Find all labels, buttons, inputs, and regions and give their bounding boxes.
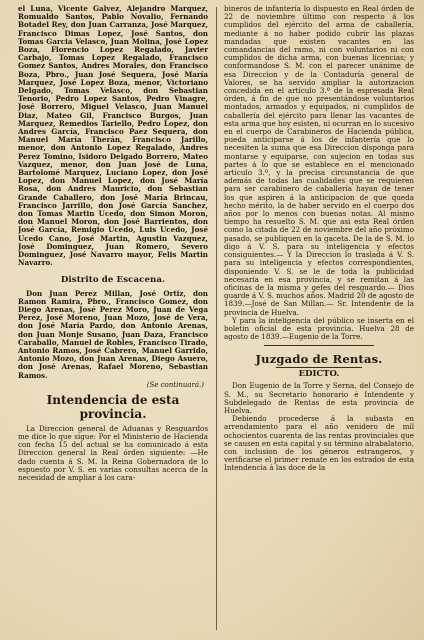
edicto-label: EDICTO. (298, 369, 340, 380)
district-heading: Distrito de Escacena. (60, 274, 166, 285)
section-divider (264, 345, 374, 346)
intendencia-paragraph: La Direccion general de Aduanas y Resguardos me dice lo que sigue: Por el Ministerio de Hacienda con fecha 15 del actual se ha comunicado á esta Direccion general la Real órden siguiente: —He dado cuenta á S. M. la Reina Gobernadora de lo espuesto por V. S. en varias consultas acerca de la necesidad de ampliar á los cara- (18, 423, 208, 482)
column-divider (216, 7, 217, 630)
district-names-paragraph: Don Juan Perez Millan, José Ortiz, don Ramon Ramira, Pbro., Francisco Gomez, don Diego Arenas, José Perez Moro, Juan de Vega Perez, José Moreno, Juan Mozo, José de Vera, don José María Pardo, don Antonio Arenas, don Juan Monje Susano, Juan Daza, Francisco Caraballo, Manuel de Robles, Francisco Tirado, Antonio Ramos, José Cabrero, Manuel Garrido, Antonio Mozo, don Juan Arenas, Diego Asuero, don José Arenas, Rafael Moreno, Sebastian Ramos. (18, 288, 208, 380)
names-list-paragraph: el Luna, Vicente Galvez, Alejandro Marquez, Romualdo Santos, Pablo Novalio, Fernando Botadel Rey, don Juan Carranza, José Marquez, Francisco Dimas Lopez, José Santos, don Tomas Garcia Velasco, Juan Molina, José Lopez Boza, Florencio Lopez Regalado, Javier Carbajo, Tomas Lopez Regalado, Francisco Gomez Santos, Andres Morales, don Francisco Boza, Pbro., Juan José Sequera, José María Marquez, José Lopez Boza, menor, Victoriano Delgado, Tomas Velasco, don Sebastian Tenorio, Pedro Lopez Santos, Pedro Vinagre, José Borrero, Miguel Velasco, Juan Manuel Diaz, Mateo Gil, Francisco Burgos, Juan Marquez, Remedios Tariello, Pedro Lopez, don Andres García, Francisco Paez Sequera, don Manuel María Therán, Francisco Jarillo, menor, don Antonio Lopez Regalado, Andres Perez Tomino, Isidoro Delgado Borrero, Mateo Vazquez, menor, don Juan José de Luna, Bartolomé Marquez, Luciano Lopez, don José Lopez, don Manuel Lopez, don José María Rosa, don Andres Mauricio, don Sebastian Grande Caballero, don José María Brincau, Francisco Jarrillo, don José García Sanchez, don Tomas Martin Ucedo, don Simon Moron, don Manuel Moron, don José Barrientos, don José García, Remigio Ucedo, Luis Ucedo, José Ucedo Cano, José Martin, Agustin Vazquez, José Dominguez, Juan Romero, Severo Dominguez, José Navarro mayor, Felis Martin Navarro. (18, 5, 208, 268)
right-closing-paragraph: Y para la inteligencia del público se inserta en el boletin oficial de esta provincia. Huelva 28 de agosto de 1839.—Eugenio de la Torre. (224, 315, 414, 342)
continued-note: (Se continuará.) (146, 380, 204, 389)
left-column (18, 5, 208, 636)
juzgado-title: Juzgado de Rentas. (255, 352, 383, 367)
right-body-paragraph: bineros de infantería lo dispuesto en Real órden de 22 de noviembre último con respecto á los cumplidos del ejército del arma de caballería, mediante á no haber podido cubrir las plazas mandadas que existen vacantes en las comandancias del ramo, ni con voluntarios ni con cumplidos de dicha arma, con buenas licencias; y conformandose S. M. con el parecer unánime de esa Direccion y de la Contaduría general de Valores, se ha servido ampliar la autorizacion concedida en el artículo 3.º de la espresada Real órden, á fin de que no presentándose voluntarios montados, armados y equipados, ni cumplidos de caballería del ejército para llenar las vacantes de esta arma que hoy esisten, ni ocurran en lo sucesivo en el cuerpo de Carabineros de Hacienda pública, pueda anticiparse á los de infantería que lo necesiten la suma que esa Direccion disponga para montarse y equiparse, con sujecion en todas sus partes á lo que se establece en el mencionado artículo 3.º, y la precisa circunstancia de que además de todas las cualidades que se requieren para ser carabinero de caballería hayan de tener los que aspiren á la anticipacion de que queda hecho mérito, la de haber servido en el cuerpo dos años por lo menos con buenas notas. Al mismo tiempo ha resuelto S. M. que asi esta Real órden como la citada de 22 de noviembre del año próximo pasado, se publiquen en la gaceta. De la de S. M. lo digo á V. S. para su inteligencia y efectos consiguientes.— Y la Direccion lo traslada á V. S. para su inteligencia y efectos correspondientes, disponiendo V. S. se le de toda la publicidad necesaria en esa provincia, y se remitan á las oficinas de la misma y gefes del resguardo.— Dios guarde á V. S. muchos años. Madrid 20 de agosto de 1839.—José de San Millan.— Sr. Intendente de la provincia de Huelva. (224, 5, 414, 317)
juzgado-rule (276, 367, 362, 368)
intendencia-title: Intendencia de esta provincia. (46, 392, 180, 421)
edicto-intro-paragraph: Don Eugenio de la Torre y Serna, del Consejo de S. M., su Secretario honorario é Intendente y Subdelegado de Rentas de esta provincia de Huelva. (224, 381, 414, 415)
right-column (224, 5, 414, 636)
edicto-body-paragraph: Debiendo procederse á la subasta en arrendamiento para el año venidero de mil ochocientos cuarenta de las rentas provinciales que se causen en esta capital y su término alrabalatorio, con inclusion de los géneros estrangeros, y verificarse el primer remate en los estrados de esta Intendencia á las doce de la (224, 414, 414, 473)
page-columns (18, 5, 414, 636)
